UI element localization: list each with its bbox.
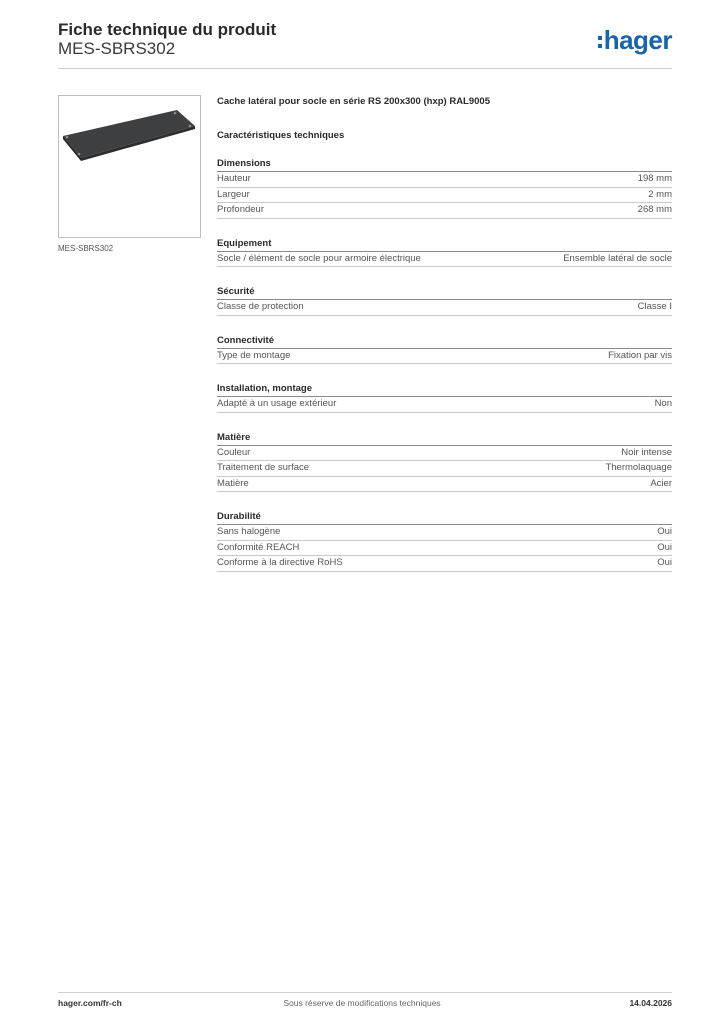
spec-row	[217, 172, 672, 188]
spec-row	[217, 300, 672, 316]
spec-value: 2 mm	[648, 188, 672, 200]
spec-value: Ensemble latéral de socle	[563, 252, 672, 264]
spec-row	[217, 252, 672, 268]
spec-label: Conformité REACH	[217, 541, 300, 553]
spec-value: Classe I	[637, 301, 672, 312]
product-image	[58, 95, 201, 238]
spec-sections	[217, 158, 672, 572]
spec-value: Acier	[650, 477, 672, 489]
spec-label: Hauteur	[217, 173, 251, 184]
spec-label: Classe de protection	[217, 301, 304, 312]
spec-row	[217, 397, 672, 413]
spec-value: Non	[654, 398, 672, 409]
spec-label: Traitement de surface	[217, 462, 310, 473]
page-title: Fiche technique du produit	[58, 20, 277, 39]
spec-section	[217, 511, 672, 572]
spec-row	[217, 349, 672, 365]
footer-website-link[interactable]: hager.com/fr-ch	[58, 998, 122, 1008]
spec-section	[217, 286, 672, 316]
spec-content	[217, 96, 672, 572]
spec-value: Noir intense	[621, 446, 672, 458]
spec-section-title: Matière	[217, 432, 672, 446]
spec-row	[217, 188, 672, 204]
tech-characteristics-heading: Caractéristiques techniques	[217, 130, 345, 141]
spec-value: Oui	[657, 526, 672, 537]
spec-section-title: Dimensions	[217, 158, 672, 172]
spec-section-title: Durabilité	[217, 511, 672, 525]
spec-label: Socle / élément de socle pour armoire électrique	[217, 252, 421, 264]
spec-row	[217, 477, 672, 493]
side-panel-product-image-icon	[59, 96, 200, 237]
spec-section	[217, 158, 672, 219]
spec-row	[217, 525, 672, 541]
hager-logo[interactable]	[598, 27, 672, 53]
spec-label: Profondeur	[217, 204, 265, 215]
spec-section	[217, 383, 672, 413]
product-description: Cache latéral pour socle en série RS 200x300 (hxp) RAL9005	[217, 96, 490, 107]
spec-value: Oui	[657, 557, 672, 568]
spec-row	[217, 541, 672, 557]
product-image-caption: MES-SBRS302	[58, 244, 114, 253]
spec-label: Type de montage	[217, 349, 291, 361]
footer-date: 14.04.2026	[629, 998, 672, 1008]
spec-section	[217, 432, 672, 493]
spec-section-title: Sécurité	[217, 286, 672, 300]
logo-text: hager	[603, 25, 672, 55]
spec-row	[217, 446, 672, 462]
spec-label: Sans halogène	[217, 526, 281, 537]
spec-label: Couleur	[217, 446, 251, 458]
spec-row	[217, 203, 672, 219]
logo-colon-icon	[598, 27, 602, 53]
spec-label: Conforme à la directive RoHS	[217, 557, 343, 568]
spec-row	[217, 461, 672, 477]
spec-section	[217, 238, 672, 268]
spec-value: Thermolaquage	[605, 462, 672, 473]
spec-section	[217, 335, 672, 365]
spec-label: Adapté à un usage extérieur	[217, 398, 337, 409]
spec-value: Fixation par vis	[608, 349, 672, 361]
footer-divider	[58, 992, 672, 993]
header-divider	[58, 68, 672, 69]
footer-disclaimer: Sous réserve de modifications techniques	[283, 998, 441, 1008]
product-reference: MES-SBRS302	[58, 39, 176, 58]
spec-section-title: Connectivité	[217, 335, 672, 349]
spec-label: Largeur	[217, 188, 250, 200]
spec-section-title: Installation, montage	[217, 383, 672, 397]
spec-row	[217, 556, 672, 572]
spec-label: Matière	[217, 477, 249, 489]
spec-value: 268 mm	[637, 204, 672, 215]
spec-section-title: Equipement	[217, 238, 672, 252]
spec-value: Oui	[657, 541, 672, 553]
spec-value: 198 mm	[637, 173, 672, 184]
